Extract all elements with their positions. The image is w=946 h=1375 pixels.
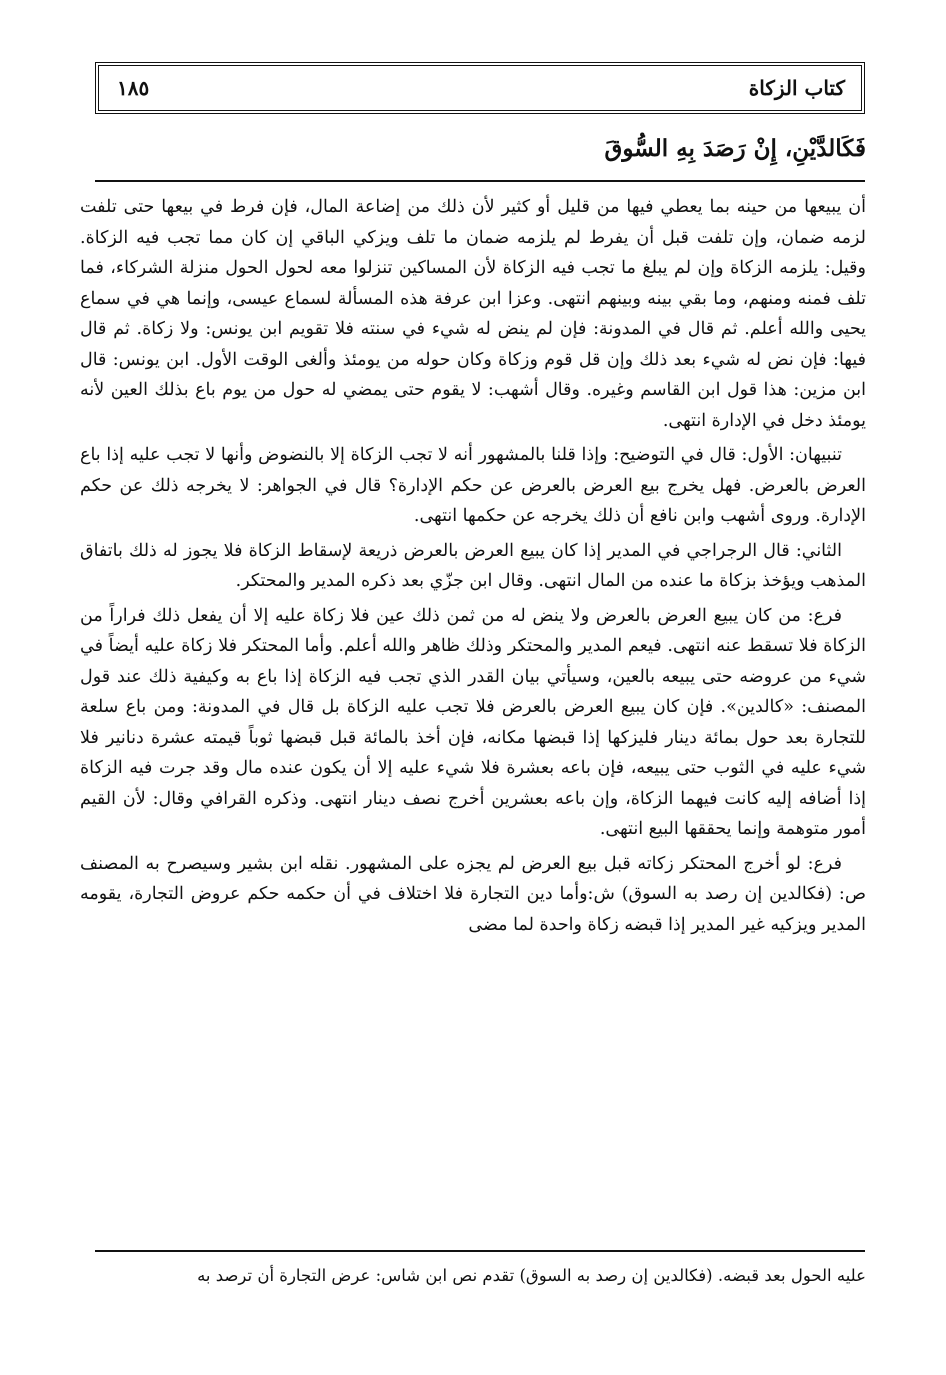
paragraph: فرع: لو أخرج المحتكر زكاته قبل بيع العرض لم يجزه على المشهور. نقله ابن بشير وسيصرح به المصنف ص: (فكالدين إن رصد به السوق) ش:وأما دين التجارة فلا اختلاف في أن حكمه حكم عروض التجارة، يقومه المدير ويزكيه غير المدير إذا قبضه زكاة واحدة لما مضى — [80, 853, 866, 935]
matn-text: فَكَالدَّيْنِ، إِنْ رَصَدَ بِهِ السُّوقَ — [604, 135, 866, 162]
paragraph: أن يبيعها من حينه بما يعطي فيها من قليل أو كثير لأن ذلك من إضاعة المال، فإن فرط في بيعها حتى تلفت لزمه ضمان، وإن تلفت قبل أن يفرط لم يلزمه ضمان ما تلف ويزكي الباقي إن كان مما تجب فيه الزكاة. وقيل: يلزمه الزكاة وإن لم يبلغ ما تجب فيه الزكاة لأن المساكين تنزلوا معه لحول الحول منزلة الشركاء، فما تلف فمنه ومنهم، وما بقي بينه وبينهم انتهى. وعزا ابن عرفة هذه المسألة لسماع عيسى، وإنما هي في سماع يحيى والله أعلم. ثم قال في المدونة: فإن لم ينض له شيء في سنته فلا تقويم ابن يونس: ولا زكاة. ثم قال فيها: فإن نض له شيء بعد ذلك وإن قل قوم وزكاة وكان حوله من يومئذ وألغى الوقت الأول. ابن يونس: قال ابن مزين: هذا قول ابن القاسم وغيره. وقال أشهب: لا يقوم حتى يمضي له حول من يوم باع بذلك العين لأنه يومئذ دخل في الإدارة انتهى. — [80, 197, 866, 431]
paragraph: الثاني: قال الرجراجي في المدير إذا كان يبيع العرض بالعرض ذريعة لإسقاط الزكاة فلا يجوز له ذلك باتفاق المذهب ويؤخذ بزكاة ما عنده من المال انتهى. وقال ابن جزّي بعد ذكره المدير والمحتكر. — [80, 540, 866, 591]
commentary-body — [80, 192, 866, 944]
paragraph: فرع: من كان يبيع العرض بالعرض ولا ينض له من ثمن ذلك عين فلا زكاة عليه إلا أن يفعل ذلك فراراً من الزكاة فلا تسقط عنه انتهى. فيعم المدير والمحتكر وذلك ظاهر والله أعلم. وأما المحتكر فلا زكاة عليه أيضاً في شيء من عروضه حتى يبيعه بالعين، وسيأتي بيان القدر الذي تجب فيه الزكاة إذا باع به وكيفية ذلك عند قول المصنف: «كالدين». فإن كان يبيع العرض بالعرض فلا تجب عليه الزكاة بل قال في المدونة: ومن باع سلعة للتجارة بعد حول بمائة دينار فليزكها إذا قبضها مكانه، فإن أخذ بالمائة قبل قبضها ثوباً قيمته عشرة دنانير فلا شيء عليه في الثوب حتى يبيعه، فإن باعه بعشرة فلا شيء عليه إلا أن يكون عنده مال وقد جرت فيه الزكاة إذا أضافه إليه كانت فيهما الزكاة، وإن باعه بعشرين أخرج نصف دينار انتهى. وذكره القرافي وقال: لأن القيم أمور متوهمة وإنما يحققها البيع انتهى. — [80, 605, 866, 839]
top-divider — [95, 180, 865, 182]
footnote-text: عليه الحول بعد قبضه. (فكالدين إن رصد به السوق) تقدم نص ابن شاس: عرض التجارة أن ترصد به — [197, 1266, 866, 1285]
page-number: ١٨٥ — [117, 76, 150, 100]
footnote-divider — [95, 1250, 865, 1252]
running-header — [95, 62, 865, 114]
paragraph: تنبيهان: الأول: قال في التوضيح: وإذا قلنا بالمشهور أنه لا تجب الزكاة إلا بالنضوض وأنها لا تجب عليه إذا باع العرض بالعرض. فهل يخرج بيع العرض بالعرض عن حكم الإدارة؟ قال في الجواهر: لا يخرجه ذلك عن حكم الإدارة. وروى أشهب وابن نافع أن ذلك يخرجه عن حكمها انتهى. — [80, 445, 866, 526]
book-title: كتاب الزكاة — [748, 76, 845, 100]
